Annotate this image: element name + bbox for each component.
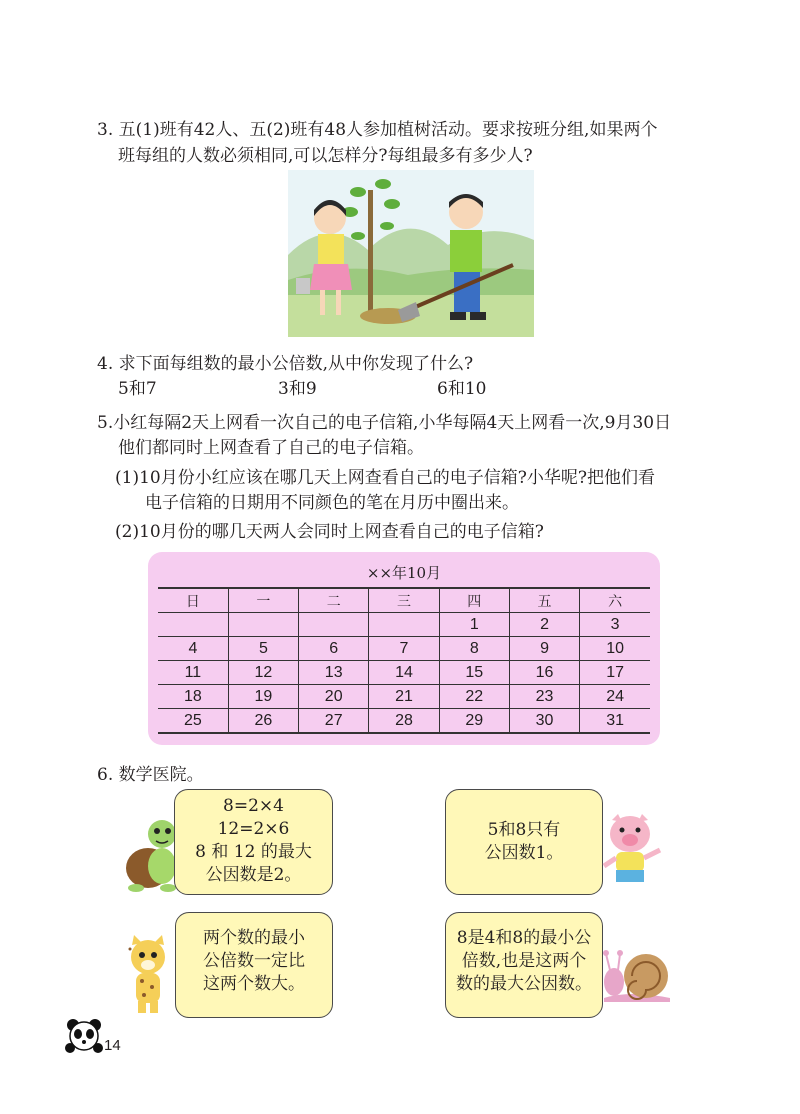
calendar-cell: 16: [509, 661, 579, 685]
calendar-cell: 7: [369, 637, 439, 661]
calendar-cell: 8: [439, 637, 509, 661]
calendar-title: ××年10月: [366, 564, 442, 582]
calendar-header: 三: [369, 588, 439, 613]
calendar-cell: 29: [439, 709, 509, 734]
calendar-cell: [158, 613, 228, 637]
q5-line2: 他们都同时上网查看了自己的电子信箱。: [118, 438, 424, 458]
speech-box-1: [174, 789, 333, 895]
calendar-row: [158, 685, 650, 709]
q4-pair-3: 6和10: [437, 379, 487, 399]
box4-line: 数的最大公因数。: [456, 974, 592, 994]
q5-sub1-line2: 电子信箱的日期用不同颜色的笔在月历中圈出来。: [145, 493, 519, 513]
box2-line: 5和8只有: [487, 820, 561, 840]
box4-line: 8是4和8的最小公: [456, 928, 592, 948]
leopard-icon: [118, 935, 180, 1015]
calendar-row: [158, 709, 650, 734]
calendar-cell: 17: [580, 661, 650, 685]
calendar-cell: [228, 613, 298, 637]
box3-line: 公倍数一定比: [203, 951, 305, 971]
calendar-cell: 31: [580, 709, 650, 734]
q6-title: 6. 数学医院。: [97, 765, 204, 785]
box4-line: 倍数,也是这两个: [461, 951, 587, 971]
box1-line: 公因数是2。: [205, 865, 302, 885]
calendar-cell: [369, 613, 439, 637]
box2-line: 公因数1。: [484, 843, 564, 863]
calendar-cell: 10: [580, 637, 650, 661]
calendar-cell: 9: [509, 637, 579, 661]
calendar-row: [158, 661, 650, 685]
box1-line: 8=2×4: [223, 796, 284, 816]
calendar-cell: 25: [158, 709, 228, 734]
calendar-row: [158, 637, 650, 661]
calendar-cell: 28: [369, 709, 439, 734]
calendar-cell: 2: [509, 613, 579, 637]
calendar-cell: 22: [439, 685, 509, 709]
calendar-cell: 3: [580, 613, 650, 637]
calendar-cell: 6: [299, 637, 369, 661]
calendar-table: [158, 587, 650, 734]
calendar-cell: 19: [228, 685, 298, 709]
snail-icon: [600, 944, 676, 1004]
calendar: [148, 552, 660, 745]
calendar-cell: 27: [299, 709, 369, 734]
panda-icon: [64, 1016, 104, 1056]
calendar-cell: 18: [158, 685, 228, 709]
calendar-header: 日: [158, 588, 228, 613]
calendar-cell: 12: [228, 661, 298, 685]
q5-sub2: (2)10月份的哪几天两人会同时上网查看自己的电子信箱?: [115, 522, 544, 542]
box3-line: 两个数的最小: [203, 928, 305, 948]
calendar-cell: 26: [228, 709, 298, 734]
calendar-cell: 15: [439, 661, 509, 685]
q4-text: 4. 求下面每组数的最小公倍数,从中你发现了什么?: [97, 354, 474, 374]
calendar-cell: 11: [158, 661, 228, 685]
calendar-header: 四: [439, 588, 509, 613]
calendar-cell: 13: [299, 661, 369, 685]
q5-line1: 5.小红每隔2天上网看一次自己的电子信箱,小华每隔4天上网看一次,9月30日: [97, 413, 672, 433]
q5-sub1-line1: (1)10月份小红应该在哪几天上网查看自己的电子信箱?小华呢?把他们看: [115, 468, 655, 488]
calendar-cell: 14: [369, 661, 439, 685]
box1-line: 12=2×6: [217, 819, 290, 839]
calendar-header: 六: [580, 588, 650, 613]
calendar-cell: [299, 613, 369, 637]
calendar-cell: 4: [158, 637, 228, 661]
speech-box-3: [175, 912, 333, 1018]
q3-line2: 班每组的人数必须相同,可以怎样分?每组最多有多少人?: [118, 146, 533, 166]
calendar-cell: 24: [580, 685, 650, 709]
q4-pair-2: 3和9: [278, 379, 317, 399]
pig-icon: [600, 812, 664, 892]
calendar-cell: 30: [509, 709, 579, 734]
calendar-cell: 23: [509, 685, 579, 709]
q4-pair-1: 5和7: [118, 379, 157, 399]
box3-line: 这两个数大。: [203, 974, 305, 994]
tree-planting-illustration: [288, 170, 534, 337]
page-number: 14: [104, 1037, 121, 1054]
speech-box-2: [445, 789, 603, 895]
calendar-cell: 20: [299, 685, 369, 709]
q3-line1: 3. 五(1)班有42人、五(2)班有48人参加植树活动。要求按班分组,如果两个: [97, 120, 658, 140]
box1-line: 8 和 12 的最大: [195, 842, 312, 862]
speech-box-4: [445, 912, 603, 1018]
calendar-header: 二: [299, 588, 369, 613]
calendar-header: 五: [509, 588, 579, 613]
calendar-cell: 21: [369, 685, 439, 709]
calendar-row: [158, 613, 650, 637]
calendar-cell: 1: [439, 613, 509, 637]
calendar-header: 一: [228, 588, 298, 613]
calendar-cell: 5: [228, 637, 298, 661]
